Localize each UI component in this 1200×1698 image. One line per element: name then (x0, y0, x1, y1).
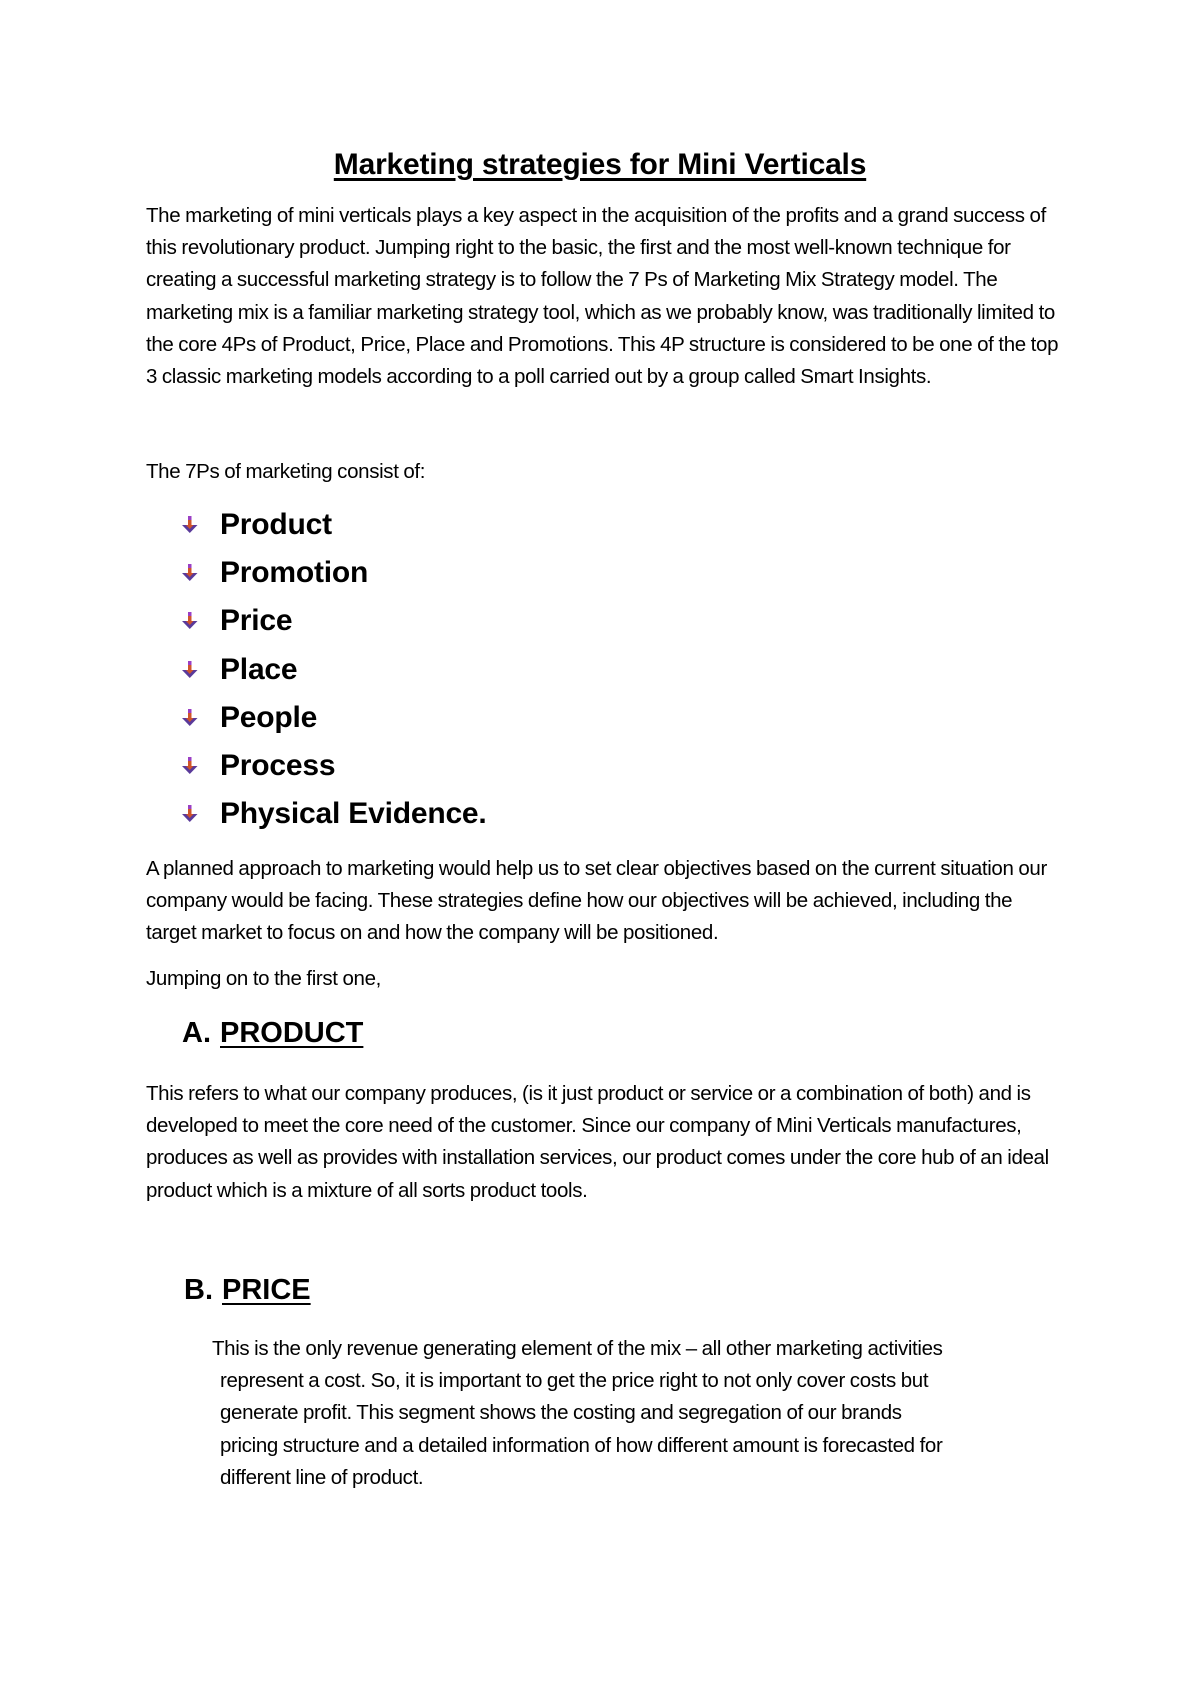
list-item-label: Promotion (220, 556, 369, 590)
arrow-down-bullet-icon (180, 707, 202, 729)
approach-paragraph: A planned approach to marketing would help us to set clear objectives based on the current situation our company would be facing. These strategies define how our objectives will be achieved, including the target market to focus on and how the company will be positioned. (146, 857, 1047, 945)
section-letter: B. (184, 1274, 213, 1306)
list-item (180, 646, 487, 694)
arrow-down-bullet-icon (180, 562, 202, 584)
list-item (180, 742, 487, 790)
section-letter: A. (182, 1017, 211, 1049)
jumping-paragraph: Jumping on to the first one, (146, 967, 381, 990)
list-intro: The 7Ps of marketing consist of: (146, 460, 426, 483)
arrow-down-bullet-icon (180, 514, 202, 536)
price-line: represent a cost. So, it is important to get the price right to not only cover costs but (220, 1369, 929, 1393)
list-item (180, 501, 487, 549)
price-line: pricing structure and a detailed information of how different amount is forecasted for (220, 1433, 943, 1457)
list-item-label: Process (220, 749, 336, 783)
section-title: PRODUCT (220, 1017, 364, 1049)
arrow-down-bullet-icon (180, 610, 202, 632)
list-item (180, 549, 487, 597)
product-paragraph: This refers to what our company produces, (is it just product or service or a combination of both) and is developed to meet the core need of the customer. Since our company of Mini Verticals manufactures, produces as well as provides with installation services, our product comes under the core hub of an ideal product which is a mixture of all sorts product tools. (146, 1082, 1049, 1202)
seven-ps-list (180, 501, 487, 838)
price-paragraph (212, 1333, 1080, 1494)
arrow-down-bullet-icon (180, 803, 202, 825)
list-item-label: Price (220, 604, 293, 638)
price-line: generate profit. This segment shows the costing and segregation of our brands (220, 1401, 902, 1425)
intro-paragraph: The marketing of mini verticals plays a key aspect in the acquisition of the profits and a grand success of this revolutionary product. Jumping right to the basic, the first and the most well-known technique for creating a successful marketing strategy is to follow the 7 Ps of Marketing Mix Strategy model. The marketing mix is a familiar marketing strategy tool, which as we probably know, was traditionally limited to the core 4Ps of Product, Price, Place and Promotions. This 4P structure is considered to be one of the top 3 classic marketing models according to a poll carried out by a group called Smart Insights. (146, 204, 1059, 389)
list-item-label: People (220, 700, 318, 734)
list-item-label: Product (220, 508, 332, 542)
price-line: This is the only revenue generating element of the mix – all other marketing activities (212, 1337, 943, 1360)
list-item-label: Place (220, 652, 298, 686)
list-item (180, 790, 487, 838)
list-item (180, 694, 487, 742)
section-heading-product (182, 1017, 363, 1050)
section-title: PRICE (222, 1274, 311, 1306)
arrow-down-bullet-icon (180, 659, 202, 681)
price-line: different line of product. (220, 1465, 424, 1489)
arrow-down-bullet-icon (180, 755, 202, 777)
list-item-label: Physical Evidence. (220, 797, 487, 831)
section-heading-price (184, 1274, 311, 1307)
document-title: Marketing strategies for Mini Verticals (333, 148, 867, 181)
list-item (180, 597, 487, 645)
